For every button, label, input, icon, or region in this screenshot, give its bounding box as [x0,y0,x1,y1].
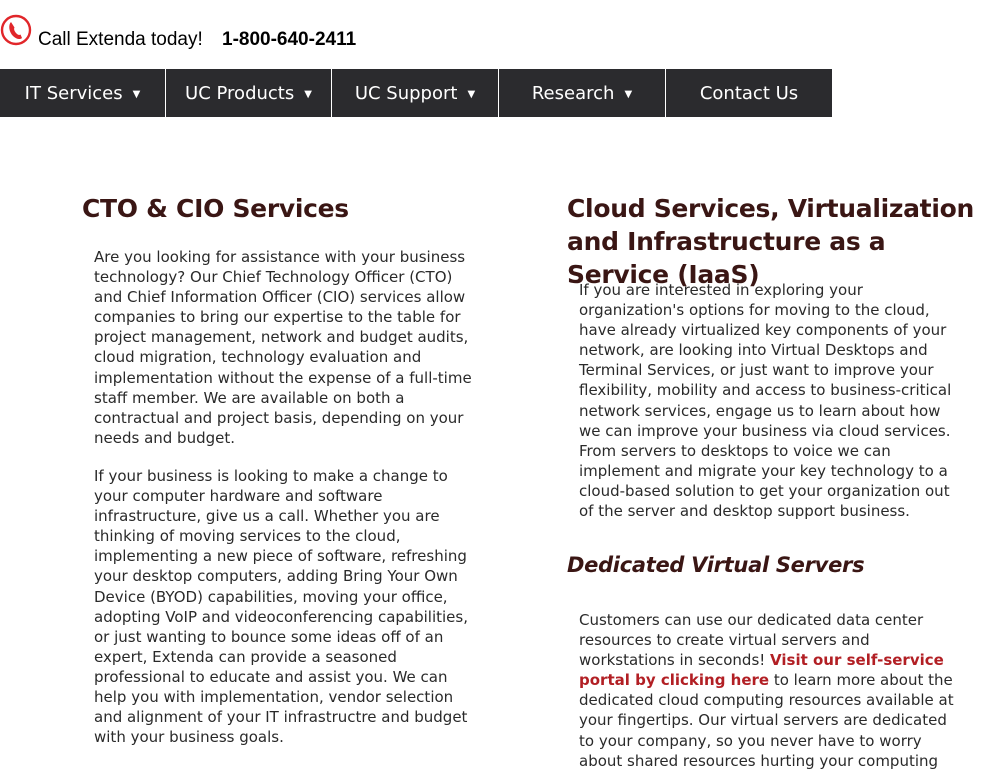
cloud-services-title: Cloud Services, Virtualization and Infrastructure as a Service (IaaS) [567,194,974,289]
nav-label: Contact Us [699,82,799,104]
caret-down-icon: ▼ [467,88,476,100]
nav-label: Research [531,82,615,104]
self-service-portal-link[interactable]: Visit our self-service portal by clicking here [579,651,944,690]
top-bar [0,12,1000,48]
phone-number[interactable]: 1-800-640-2411 [222,29,357,50]
nav-label: UC Products [185,82,295,104]
nav-uc-products[interactable] [166,69,332,117]
nav-uc-support[interactable] [332,69,499,117]
main-nav [0,69,832,117]
nav-label: IT Services [24,82,123,104]
caret-down-icon: ▼ [132,88,141,100]
caret-down-icon: ▼ [624,88,633,100]
nav-it-services[interactable] [0,69,166,117]
text-segment: Customers can use our dedicated data center resources to create virtual servers and workstations in seconds! [579,611,924,670]
call-text: Call Extenda today! [38,29,203,50]
dedicated-servers-paragraph [579,610,965,771]
text-segment: to learn more about the dedicated cloud computing resources available at your fingertips. Our virtual servers are dedicated to your company, so you never have to worry about shared resources hurting your computing [579,671,954,770]
cto-cio-title: CTO & CIO Services [82,194,349,223]
nav-label: UC Support [354,82,458,104]
cloud-services-paragraph: If you are interested in exploring your organization's options for moving to the cloud, have already virtualized key components of your network, are looking into Virtual Desktops and Terminal Services, or just want to improve your flexibility, mobility and access to business-critical network services, engage us to learn about how we can improve your business via cloud services. From servers to desktops to voice we can implement and migrate your key technology to a cloud-based solution to get your organization out of the server and desktop support business. [579,281,952,521]
caret-down-icon: ▼ [304,88,312,100]
cto-cio-paragraph-2: If your business is looking to make a change to your computer hardware and software infrastructure, give us a call. Whether you are thinking of moving services to the cloud, implementing a new piece of software, refreshing your desktop computers, adding Bring Your Own Device (BYOD) capabilities, moving your office, adopting VoIP and videoconferencing capabilities, or just wanting to bounce some ideas off of an expert, Extenda can provide a seasoned professional to educate and assist you. We can help you with implementation, vendor selection and alignment of your IT infrastructre and budget with your business goals. [94,467,468,747]
cto-cio-paragraph-1: Are you looking for assistance with your business technology? Our Chief Technology Officer (CTO) and Chief Information Officer (CIO) services allow companies to bring our expertise to the table for project management, network and budget audits, cloud migration, technology evaluation and implementation without the expense of a full-time staff member. We are available on both a contractual and project basis, depending on your needs and budget. [94,248,472,447]
phone-handset-icon [0,14,32,46]
nav-contact-us[interactable] [666,69,832,117]
nav-research[interactable] [499,69,666,117]
dedicated-servers-title: Dedicated Virtual Servers [567,553,865,577]
